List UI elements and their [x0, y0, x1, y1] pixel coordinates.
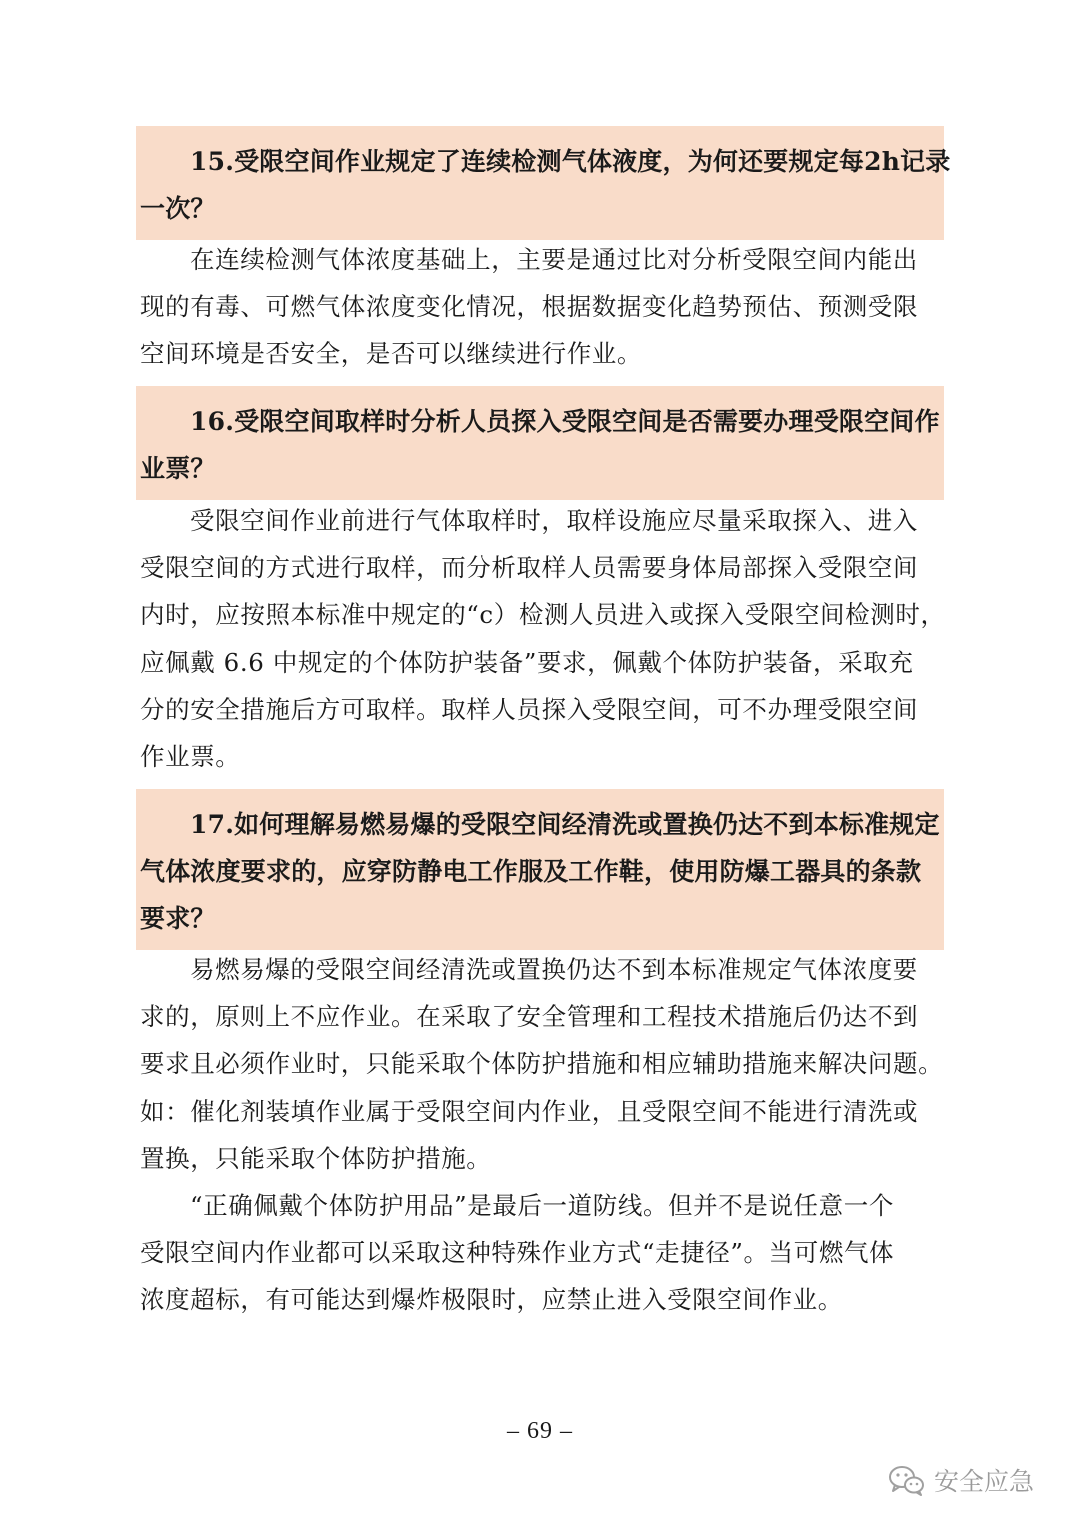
answer-17-p1-line-5: 置换，只能采取个体防护措施。: [140, 1143, 492, 1173]
answer-16-line-3: 内时，应按照本标准中规定的“c）检测人员进入或探入受限空间检测时，: [140, 600, 946, 630]
wechat-icon: [888, 1464, 926, 1496]
question-15-line-2: 一次？: [140, 194, 216, 223]
watermark-text: 安全应急: [934, 1467, 1035, 1496]
question-17-box: [136, 789, 944, 950]
answer-17-p1-line-1: 易燃易爆的受限空间经清洗或置换仍达不到本标准规定气体浓度要: [190, 955, 918, 984]
answer-16-line-5: 分的安全措施后方可取样。取样人员探入受限空间，可不办理受限空间: [140, 694, 919, 724]
answer-15: [140, 236, 970, 378]
question-17-line-2: 气体浓度要求的，应穿防静电工作服及工作鞋，使用防爆工器具的条款: [140, 857, 922, 886]
answer-17-p2-line-1: “正确佩戴个体防护用品”是最后一道防线。但并不是说任意一个: [190, 1191, 894, 1221]
question-17-line-1: 17.如何理解易燃易爆的受限空间经清洗或置换仍达不到本标准规定: [190, 810, 940, 839]
answer-17-p1-line-2: 求的，原则上不应作业。在采取了安全管理和工程技术措施后仍达不到: [140, 1002, 919, 1032]
question-16-box: [136, 386, 944, 500]
answer-15-line-3: 空间环境是否安全，是否可以继续进行作业。: [140, 339, 642, 369]
answer-16-line-6: 作业票。: [140, 742, 241, 772]
answer-16-line-4: 应佩戴 6.6 中规定的个体防护装备”要求，佩戴个体防护装备，采取充: [140, 647, 914, 677]
answer-17-p2-line-2: 受限空间内作业都可以采取这种特殊作业方式“走捷径”。当可燃气体: [140, 1238, 895, 1268]
answer-16: [140, 497, 970, 780]
answer-17-p1-line-4: 如：催化剂装填作业属于受限空间内作业，且受限空间不能进行清洗或: [140, 1096, 919, 1126]
question-16-line-1: 16.受限空间取样时分析人员探入受限空间是否需要办理受限空间作: [190, 407, 940, 436]
answer-15-line-2: 现的有毒、可燃气体浓度变化情况，根据数据变化趋势预估、预测受限: [140, 292, 919, 322]
answer-16-line-2: 受限空间的方式进行取样，而分析取样人员需要身体局部探入受限空间: [140, 553, 919, 583]
question-15-line-1: 15.受限空间作业规定了连续检测气体液度，为何还要规定每2h记录: [190, 147, 951, 176]
answer-17-p1-line-3: 要求且必须作业时，只能采取个体防护措施和相应辅助措施来解决问题。: [140, 1049, 944, 1079]
answer-17-p2-line-3: 浓度超标，有可能达到爆炸极限时，应禁止进入受限空间作业。: [140, 1285, 843, 1315]
answer-15-line-1: 在连续检测气体浓度基础上，主要是通过比对分析受限空间内能出: [190, 245, 918, 274]
question-15-box: [136, 126, 951, 240]
watermark: [888, 1462, 1034, 1498]
answer-16-line-1: 受限空间作业前进行气体取样时，取样设施应尽量采取探入、进入: [190, 506, 918, 535]
answer-17: [140, 946, 970, 1324]
question-16-line-2: 业票？: [140, 454, 216, 483]
page-number: – 69 –: [507, 1418, 573, 1444]
question-17-line-3: 要求？: [140, 904, 216, 933]
